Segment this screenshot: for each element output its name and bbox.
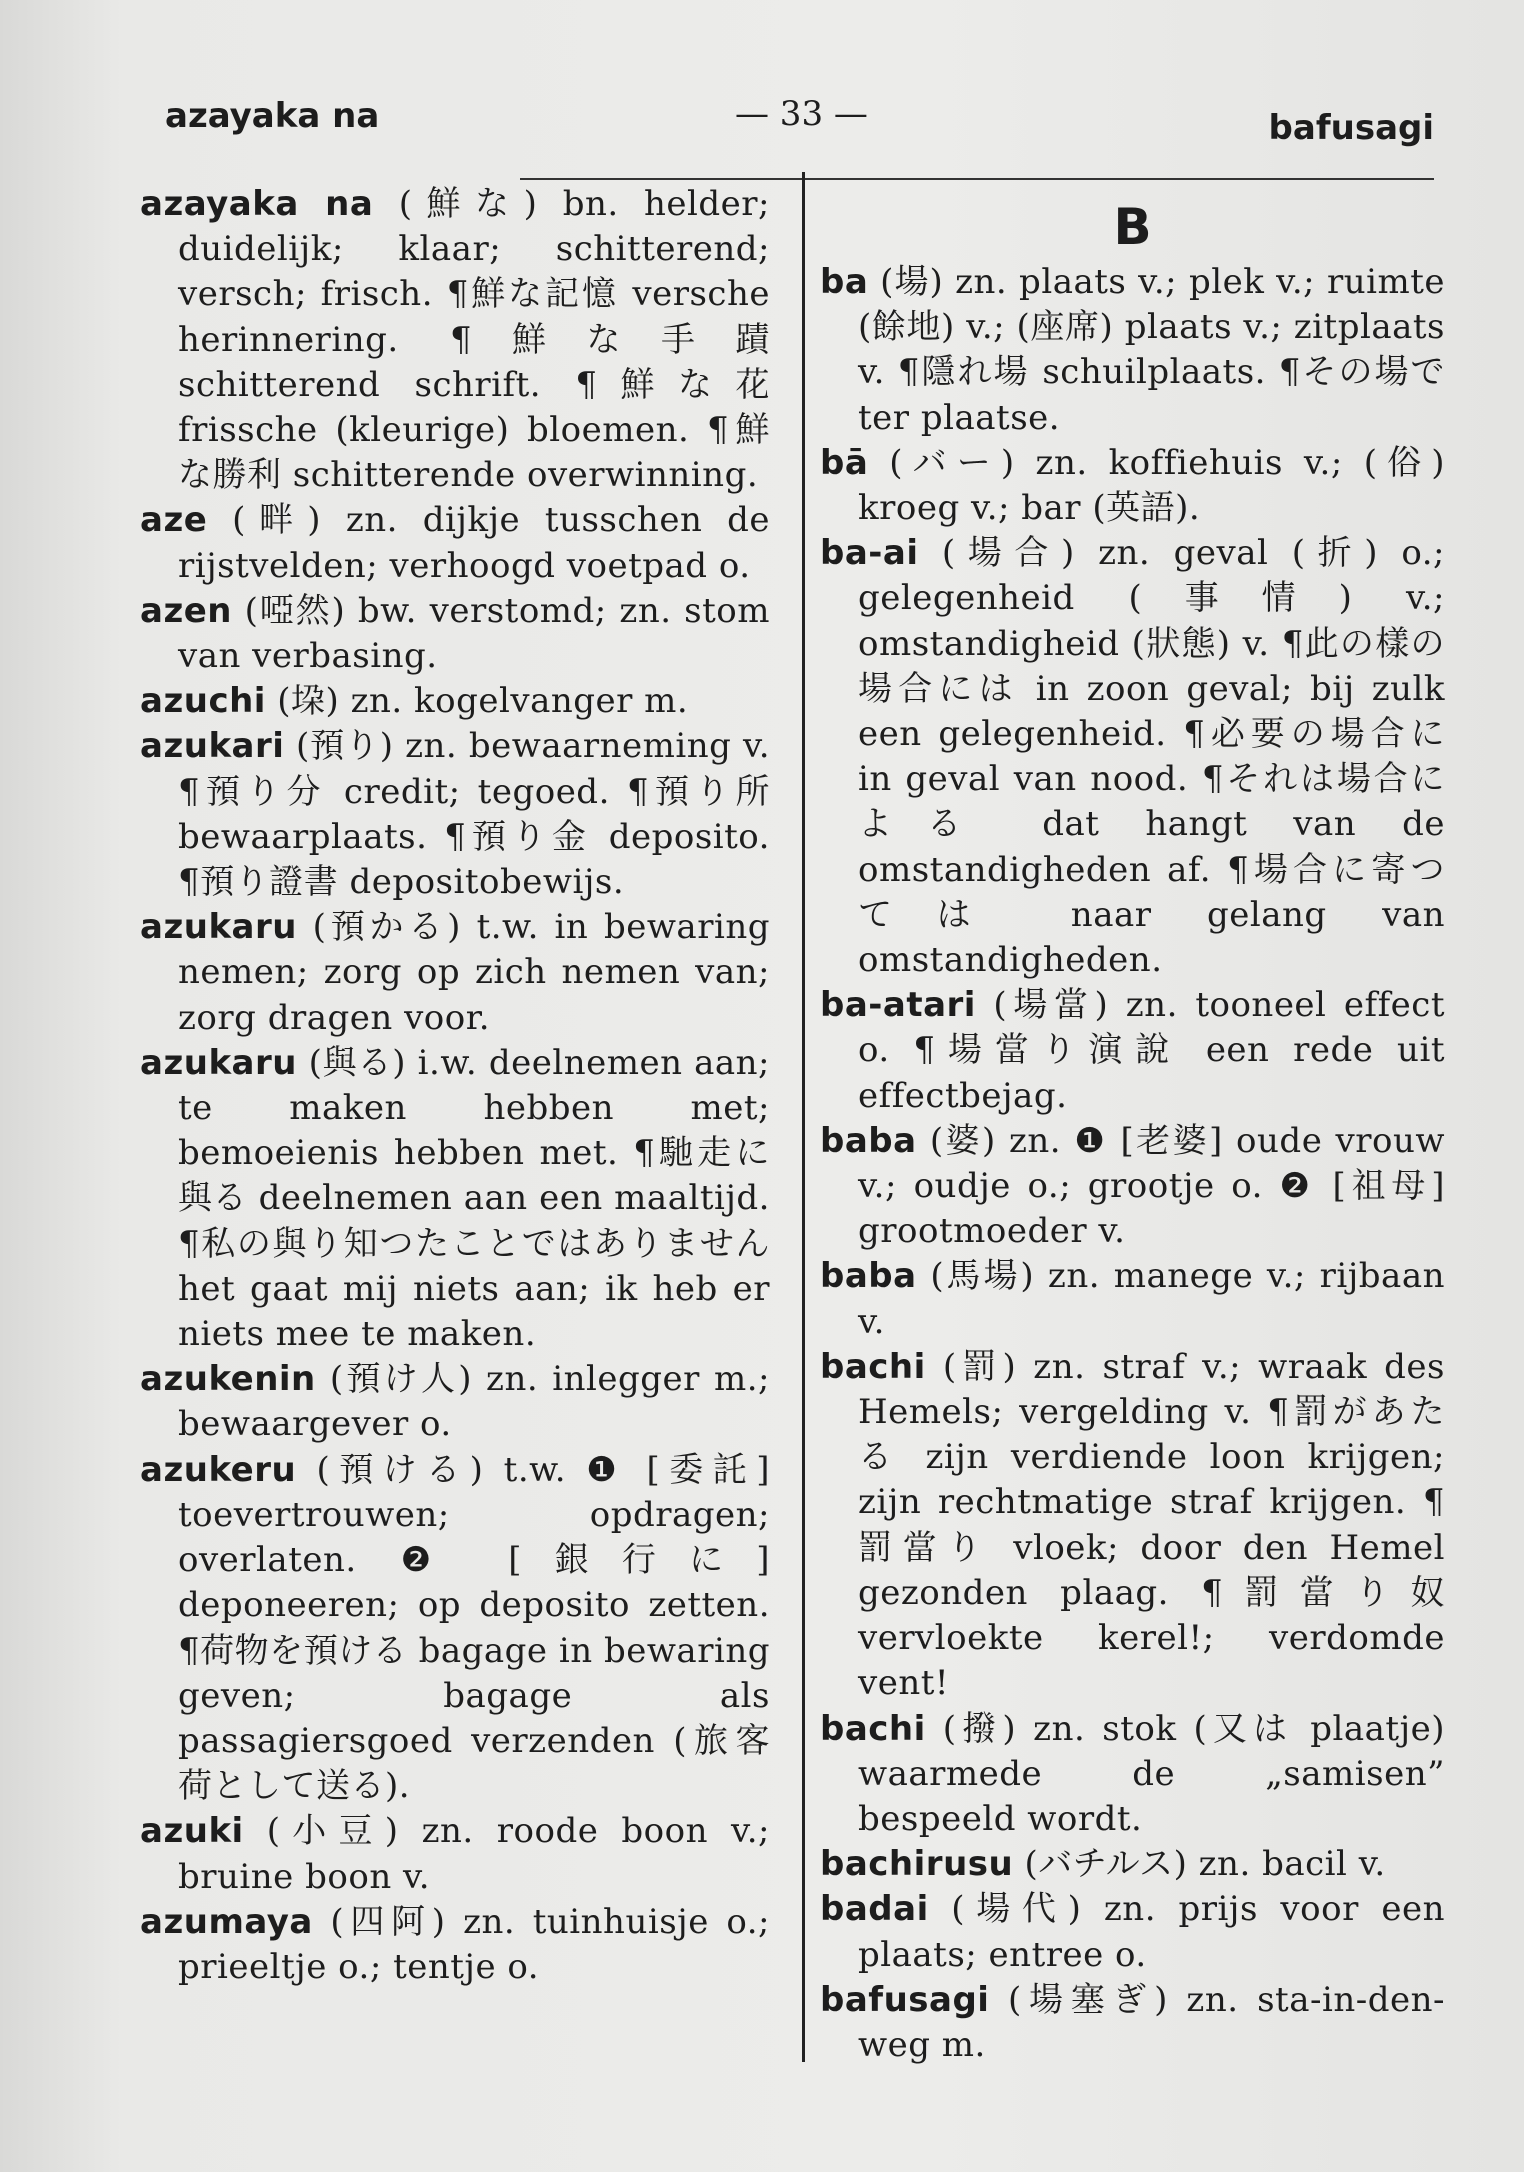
entry-definition: (與る) i.w. deelnemen aan; te maken hebben met; bemoeienis hebben met. ¶馳走に與る deelnemen aan een maaltijd. ¶私の與り知つたことではありません het gaat mij niets aan; ik heb er niets mee te maken.	[178, 1042, 771, 1355]
dictionary-entry	[820, 1254, 1445, 1344]
left-running-head: azayaka na	[165, 96, 380, 136]
dictionary-entry	[140, 1809, 770, 1899]
dictionary-entry	[140, 589, 770, 679]
entry-headword: badai	[820, 1889, 929, 1930]
dictionary-entry	[140, 905, 770, 1041]
entry-headword: ba-atari	[820, 985, 976, 1026]
entry-definition: (四阿) zn. tuinhuisje o.; prieeltje o.; tentje o.	[178, 1901, 770, 1987]
entry-definition: (撥) zn. stok (又は plaatje) waarmede de „samisen” bespeeld wordt.	[858, 1708, 1445, 1839]
entry-definition: (垜) zn. kogelvanger m.	[277, 681, 689, 722]
entry-headword: azen	[140, 590, 232, 631]
entry-headword: bā	[820, 442, 869, 483]
column-divider	[802, 172, 805, 2062]
dictionary-entry	[140, 182, 770, 498]
entry-definition: (預ける) t.w. ❶ [委託] toevertrouwen; opdragen; overlaten. ❷ [銀行に] deponeeren; op deposito zetten. ¶荷物を預ける bagage in bewaring geven; bagage als passagiersgoed verzenden (旅客荷として送る).	[178, 1449, 771, 1807]
entry-headword: ba-ai	[820, 533, 919, 574]
right-column	[820, 182, 1445, 2068]
entry-definition: (小豆) zn. roode boon v.; bruine boon v.	[178, 1811, 770, 1897]
section-letter: B	[1113, 198, 1152, 256]
dictionary-entry	[140, 679, 770, 724]
dictionary-entry	[140, 1900, 770, 1990]
entry-headword: baba	[820, 1120, 917, 1161]
page-number: — 33 —	[735, 94, 868, 134]
entry-headword: azukaru	[140, 1042, 297, 1083]
entry-definition: (場當) zn. tooneel effect o. ¶場當り演說 een rede uit effectbejag.	[858, 985, 1445, 1116]
dictionary-entry	[820, 1345, 1445, 1707]
entry-definition: (場合) zn. geval (折) o.; gelegenheid (事情) v.; omstandigheid (狀態) v. ¶此の樣の場合には in zoon geval; bij zulk een gelegenheid. ¶必要の場合に in geval van nood. ¶それは場合による dat hangt van de omstandigheden af. ¶場合に寄つては naar gelang van omstandigheden.	[858, 533, 1446, 981]
entry-definition: (バー) zn. koffiehuis v.; (俗) kroeg v.; bar (英語).	[858, 442, 1445, 529]
dictionary-entry	[140, 724, 770, 905]
dictionary-entry	[820, 260, 1445, 441]
entry-definition: (婆) zn. ❶ [老婆] oude vrouw v.; oudje o.; grootje o. ❷ [祖母] grootmoeder v.	[858, 1120, 1445, 1252]
entry-headword: azayaka na	[140, 184, 374, 224]
entry-headword: bachi	[820, 1708, 926, 1749]
entry-headword: aze	[140, 500, 208, 541]
entry-headword: bachi	[820, 1346, 926, 1387]
entry-headword: azukaru	[140, 907, 297, 948]
entry-definition: (馬場) zn. manege v.; rijbaan v.	[858, 1256, 1445, 1342]
entry-headword: bachirusu	[820, 1844, 1014, 1885]
dictionary-entry	[140, 1357, 770, 1447]
entry-definition: (畔) zn. dijkje tusschen de rijstvelden; verhoogd voetpad o.	[178, 500, 771, 586]
entry-headword: baba	[820, 1256, 917, 1297]
entry-definition: (啞然) bw. verstomd; zn. stom van verbasing.	[178, 590, 770, 677]
entry-definition: (罰) zn. straf v.; wraak des Hemels; vergelding v. ¶罰があたる zijn verdiende loon krijgen; zijn rechtmatige straf krijgen. ¶罰當り vloek; door den Hemel gezonden plaag. ¶罰當り奴 vervloekte kerel!; verdomde vent!	[858, 1346, 1445, 1704]
dictionary-entry	[140, 1041, 770, 1357]
entry-definition: (鮮な) bn. helder; duidelijk; klaar; schitterend; versch; frisch. ¶鮮な記憶 versche herinnering. ¶鮮な手蹟 schitterend schrift. ¶鮮な花 frissche (kleurige) bloemen. ¶鮮な勝利 schitterende overwinning.	[178, 184, 770, 496]
entry-headword: azukari	[140, 726, 285, 767]
entry-definition: (預り) zn. bewaarneming v. ¶預り分 credit; tegoed. ¶預り所 bewaarplaats. ¶預り金 deposito. ¶預り證書 depositobewijs.	[178, 726, 770, 903]
entry-headword: azukeru	[140, 1449, 297, 1490]
entry-headword: azumaya	[140, 1901, 313, 1942]
entry-definition: (バチルス) zn. bacil v.	[1024, 1844, 1386, 1885]
dictionary-entry	[820, 1887, 1445, 1977]
page-header	[165, 88, 1434, 148]
entry-headword: azuchi	[140, 681, 266, 722]
entry-headword: azukenin	[140, 1359, 316, 1400]
entry-definition: (場) zn. plaats v.; plek v.; ruimte (餘地) v.; (座席) plaats v.; zitplaats v. ¶隱れ場 schuilplaats. ¶その場で ter plaatse.	[858, 262, 1446, 438]
dictionary-entry	[820, 1842, 1445, 1887]
entry-headword: bafusagi	[820, 1979, 990, 2020]
dictionary-entry	[820, 441, 1445, 531]
dictionary-entry	[140, 498, 770, 588]
right-running-head: bafusagi	[1268, 108, 1434, 148]
dictionary-entry	[140, 1448, 770, 1810]
entry-definition: (場代) zn. prijs voor een plaats; entree o.	[858, 1889, 1445, 1975]
entry-definition: (預かる) t.w. in bewaring nemen; zorg op zich nemen van; zorg dragen voor.	[178, 907, 770, 1038]
dictionary-entry	[820, 1978, 1445, 2068]
left-column	[140, 182, 770, 1990]
entry-headword: ba	[820, 262, 869, 302]
dictionary-entry	[820, 1707, 1445, 1843]
entry-definition: (預け人) zn. inlegger m.; bewaargever o.	[178, 1359, 771, 1445]
dictionary-entry	[820, 531, 1445, 983]
dictionary-entry	[820, 1119, 1445, 1255]
entry-headword: azuki	[140, 1811, 244, 1852]
header-rule	[520, 178, 1434, 180]
dictionary-entry	[820, 983, 1445, 1119]
entry-definition: (場塞ぎ) zn. sta-in-den-weg m.	[858, 1979, 1445, 2065]
